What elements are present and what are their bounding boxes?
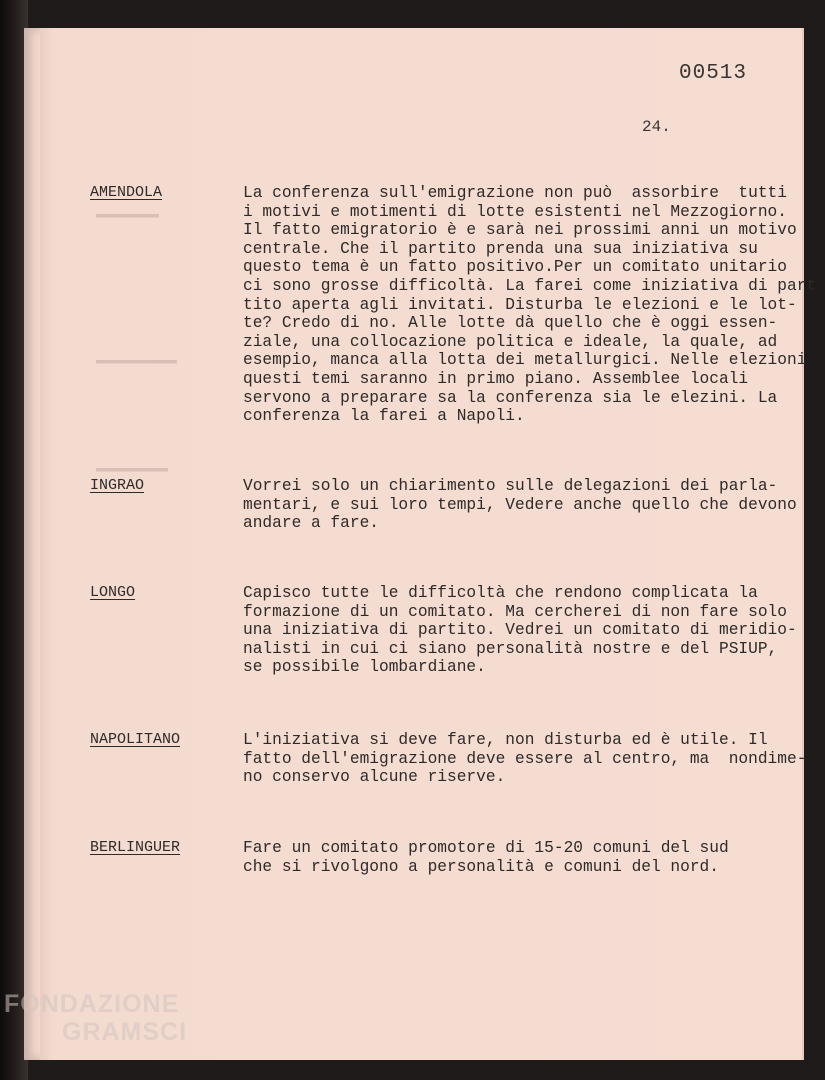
watermark-line: GRAMSCI xyxy=(62,1018,188,1046)
page-number: 24. xyxy=(642,118,671,136)
speaker-name: NAPOLITANO xyxy=(90,731,181,748)
page-surface xyxy=(40,28,817,1060)
bleed-through-marks: ▬▬▬▬▬▬▬ xyxy=(96,206,160,223)
document-page xyxy=(24,28,817,1060)
speaker-name: INGRAO xyxy=(90,477,145,494)
document-number: 00513 xyxy=(679,62,748,85)
speaker-name: AMENDOLA xyxy=(90,184,163,201)
speech-text: Fare un comitato promotore di 15-20 comuni del sud che si rivolgono a personalità e comuni del nord. xyxy=(243,839,729,876)
speech-text: L'iniziativa si deve fare, non disturba ed è utile. Il fatto dell'emigrazione deve essere al centro, ma nondime- no conservo alcune riserve. xyxy=(243,731,807,787)
speech-text: La conferenza sull'emigrazione non può assorbire tutti i motivi e motimenti di lotte esistenti nel Mezzogiorno. Il fatto emigratorio è e sarà nei prossimi anni un motivo centrale. Che il partito prenda una sua iniziativa su questo tema è un fatto positivo.Per un comitato unitario ci sono grosse difficoltà. La farei come iniziativa di part tito aperta agli invitati. Disturba le elezioni e le lot- te? Credo di no. Alle lotte dà quello che è oggi essen- ziale, una collocazione politica e ideale, la quale, ad esempio, manca alla lotta dei metallurgici. Nelle elezioni questi temi saranno in primo piano. Assemblee locali servono a preparare sa la conferenza sia le elezini. La conferenza la farei a Napoli. xyxy=(243,184,817,426)
bleed-through-marks: ▬▬▬▬▬▬▬▬ xyxy=(96,460,169,477)
speech-text: Capisco tutte le difficoltà che rendono complicata la formazione di un comitato. Ma cercherei di non fare solo una iniziativa di partito. Vedrei un comitato di meridio- nalisti in cui ci siano personalità nostre e del PSIUP, se possibile lombardiane. xyxy=(243,584,797,677)
speech-text: Vorrei solo un chiarimento sulle delegazioni dei parla- mentari, e sui loro tempi, Vedere anche quello che devono andare a fare. xyxy=(243,477,797,533)
watermark-line: FONDAZIONE xyxy=(4,990,180,1018)
speaker-name: LONGO xyxy=(90,584,136,601)
fondazione-gramsci-watermark xyxy=(4,990,187,1046)
bleed-through-marks: ▬▬▬▬▬▬▬▬▬ xyxy=(96,352,178,369)
speaker-name: BERLINGUER xyxy=(90,839,181,856)
